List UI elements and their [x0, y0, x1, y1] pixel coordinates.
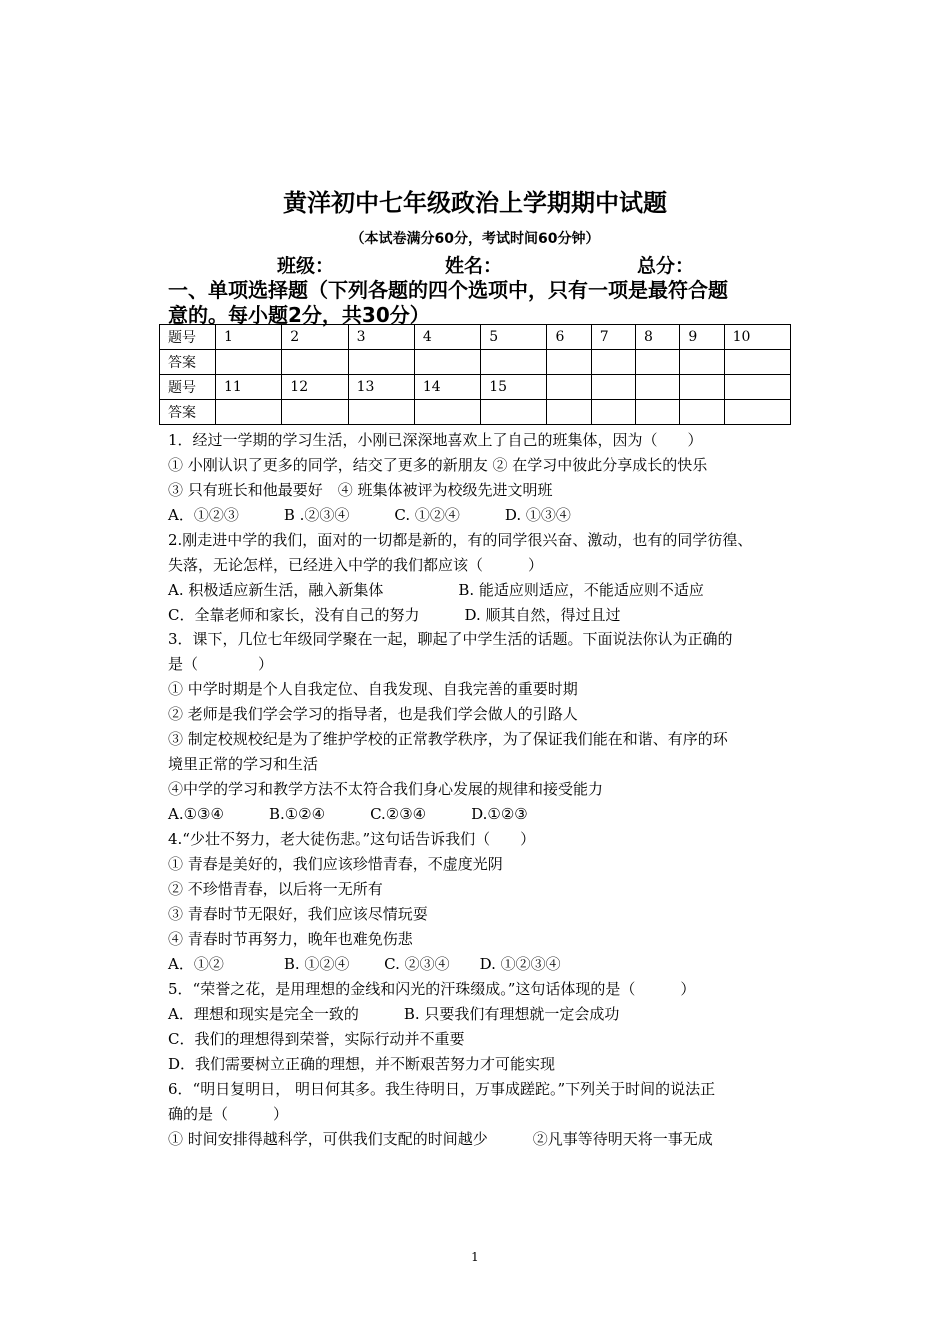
question-line: ① 中学时期是个人自我定位、自我发现、自我完善的重要时期: [168, 680, 578, 698]
table-cell: 1: [216, 325, 282, 350]
table-row: [160, 400, 791, 425]
answer-cell: [591, 350, 635, 375]
section-heading-line1: 一、单项选择题（下列各题的四个选项中，只有一项是最符合题: [168, 278, 728, 302]
answer-cell: [216, 350, 282, 375]
question-line: ② 不珍惜青春，以后将一无所有: [168, 880, 383, 898]
answer-cell: [282, 400, 348, 425]
table-cell: 5: [481, 325, 547, 350]
question-line: A. 积极适应新生活，融入新集体 B. 能适应则适应，不能适应则不适应: [168, 581, 704, 599]
question-line: C．全靠老师和家长，没有自己的努力 D. 顺其自然，得过且过: [168, 606, 621, 624]
question-line: 1．经过一学期的学习生活，小刚已深深地喜欢上了自己的班集体，因为（ ）: [168, 431, 703, 449]
question-line: ④中学的学习和教学方法不太符合我们身心发展的规律和接受能力: [168, 780, 604, 798]
table-cell: 13: [348, 375, 414, 400]
table-cell: 11: [216, 375, 282, 400]
total-field-label: 总分：: [637, 255, 695, 277]
question-line: A．理想和现实是完全一致的 B. 只要我们有理想就一定会成功: [168, 1005, 620, 1023]
answer-cell: [216, 400, 282, 425]
section-heading-line2: 意的。每小题2分，共30分）: [168, 303, 430, 327]
answer-cell: [680, 350, 724, 375]
table-cell: [724, 375, 790, 400]
table-cell: 2: [282, 325, 348, 350]
question-line: ③ 只有班长和他最要好 ④ 班集体被评为校级先进文明班: [168, 481, 553, 499]
question-line: A.①③④ B.①②④ C.②③④ D.①②③: [168, 805, 528, 823]
answer-cell: [591, 400, 635, 425]
question-line: ① 时间安排得越科学，可供我们支配的时间越少 ②凡事等待明天将一事无成: [168, 1130, 713, 1148]
answer-cell: [282, 350, 348, 375]
question-line: D．我们需要树立正确的理想，并不断艰苦努力才可能实现: [168, 1055, 556, 1073]
answer-cell: [724, 400, 790, 425]
question-line: 失落，无论怎样，已经进入中学的我们都应该（ ）: [168, 556, 544, 574]
table-cell: 答案: [160, 350, 216, 375]
answer-cell: [348, 400, 414, 425]
table-cell: [636, 375, 680, 400]
table-cell: 3: [348, 325, 414, 350]
table-cell: [591, 375, 635, 400]
question-line: 3．课下，几位七年级同学聚在一起，聊起了中学生活的话题。下面说法你认为正确的: [168, 630, 733, 648]
answer-cell: [636, 400, 680, 425]
exam-title: 黄洋初中七年级政治上学期期中试题: [283, 189, 667, 217]
answer-cell: [547, 400, 591, 425]
answer-cell: [680, 400, 724, 425]
question-line: 6．“明日复明日， 明日何其多。我生待明日，万事成蹉跎。”下列关于时间的说法正: [168, 1080, 716, 1098]
table-cell: 15: [481, 375, 547, 400]
question-line: ③ 制定校规校纪是为了维护学校的正常教学秩序，为了保证我们能在和谐、有序的环: [168, 730, 728, 748]
table-cell: 7: [591, 325, 635, 350]
table-cell: 题号: [160, 375, 216, 400]
page-number: 1: [471, 1250, 479, 1264]
table-cell: 题号: [160, 325, 216, 350]
name-field-label: 姓名：: [445, 255, 503, 277]
answer-cell: [414, 400, 480, 425]
question-line: 5．“荣誉之花，是用理想的金线和闪光的汗珠缀成。”这句话体现的是（ ）: [168, 980, 696, 998]
question-line: 是（ ）: [168, 655, 274, 673]
table-cell: 14: [414, 375, 480, 400]
exam-subtitle: （本试卷满分60分，考试时间60分钟）: [350, 231, 600, 247]
table-cell: 答案: [160, 400, 216, 425]
answer-cell: [481, 400, 547, 425]
table-cell: 12: [282, 375, 348, 400]
answer-cell: [348, 350, 414, 375]
question-line: 2.刚走进中学的我们，面对的一切都是新的，有的同学很兴奋、激动，也有的同学彷徨、: [168, 531, 753, 549]
question-line: ① 小刚认识了更多的同学，结交了更多的新朋友 ② 在学习中彼此分享成长的快乐: [168, 456, 708, 474]
question-line: A．①②③ B .②③④ C. ①②④ D. ①③④: [168, 506, 571, 524]
question-line: ④ 青春时节再努力，晚年也难免伤悲: [168, 930, 413, 948]
table-cell: 8: [636, 325, 680, 350]
question-line: 确的是（ ）: [168, 1105, 289, 1123]
answer-cell: [724, 350, 790, 375]
class-field-label: 班级：: [277, 255, 335, 277]
question-line: 境里正常的学习和生活: [168, 755, 319, 773]
answer-cell: [414, 350, 480, 375]
question-line: C．我们的理想得到荣誉，实际行动并不重要: [168, 1030, 465, 1048]
answer-cell: [547, 350, 591, 375]
table-cell: 10: [724, 325, 790, 350]
table-cell: [547, 375, 591, 400]
question-line: ② 老师是我们学会学习的指导者，也是我们学会做人的引路人: [168, 705, 578, 723]
table-cell: 6: [547, 325, 591, 350]
answer-table: [159, 324, 791, 425]
table-row: [160, 375, 791, 400]
answer-cell: [481, 350, 547, 375]
question-line: ③ 青春时节无限好，我们应该尽情玩耍: [168, 905, 428, 923]
table-cell: 4: [414, 325, 480, 350]
question-line: ① 青春是美好的，我们应该珍惜青春，不虚度光阴: [168, 855, 503, 873]
table-cell: 9: [680, 325, 724, 350]
table-cell: [680, 375, 724, 400]
table-row: [160, 350, 791, 375]
table-row: [160, 325, 791, 350]
question-line: 4.“少壮不努力，老大徒伤悲。”这句话告诉我们（ ）: [168, 830, 536, 848]
question-line: A．①② B. ①②④ C. ②③④ D. ①②③④: [168, 955, 561, 973]
answer-cell: [636, 350, 680, 375]
